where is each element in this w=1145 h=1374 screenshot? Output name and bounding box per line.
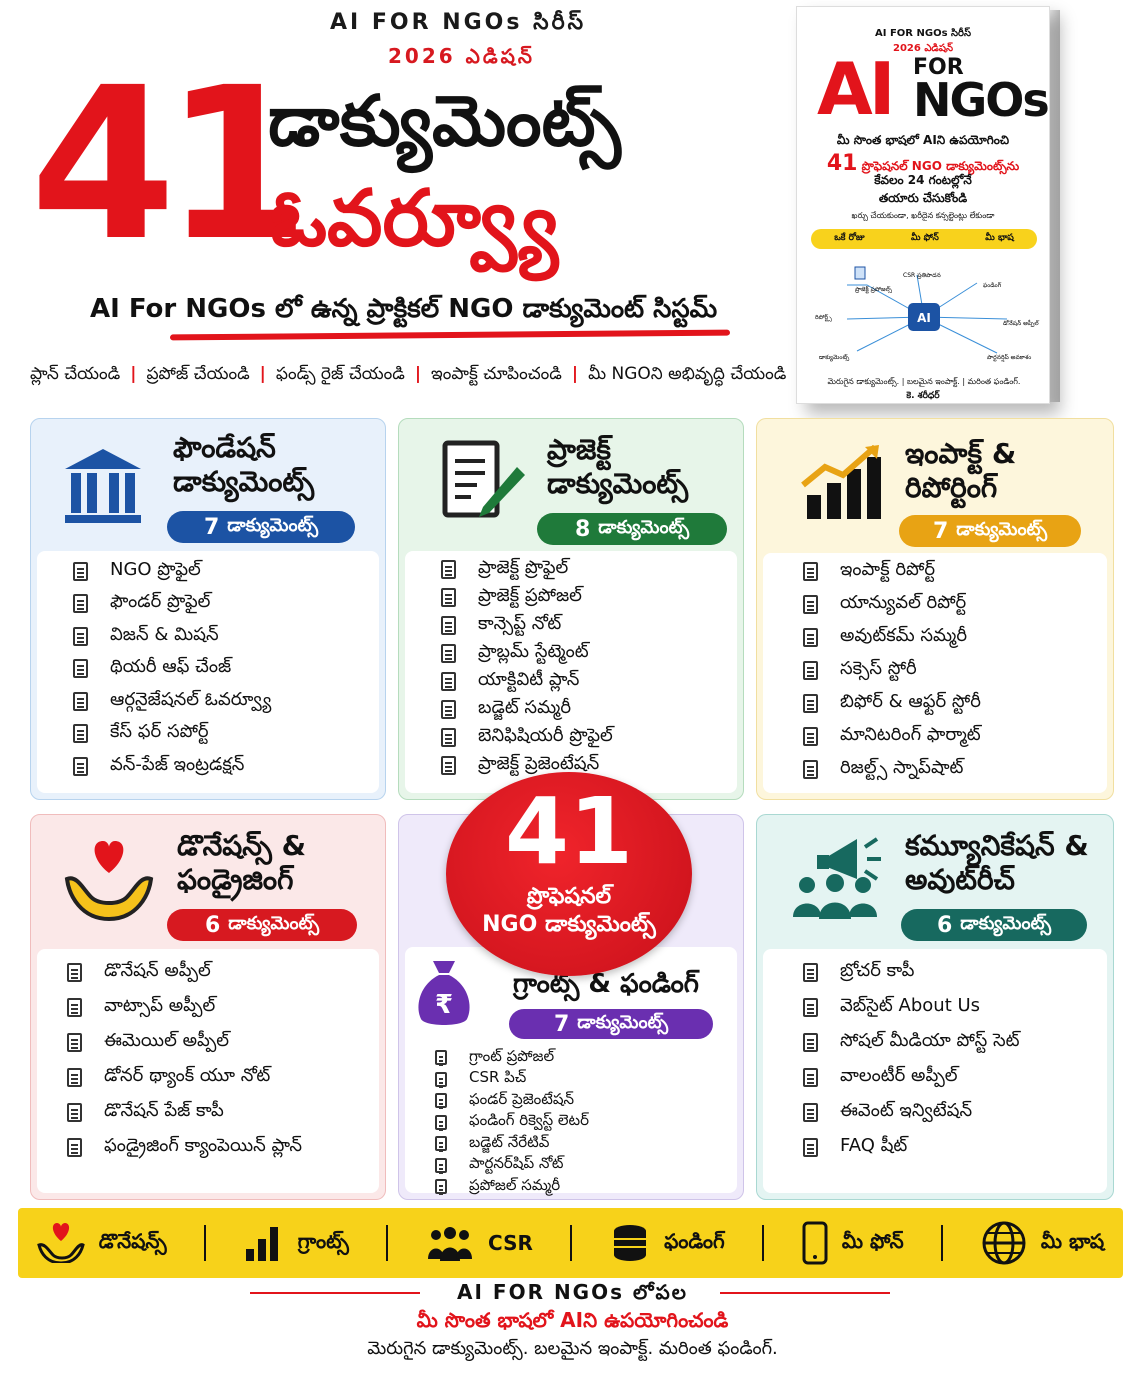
item-label: అవుట్‌కమ్ సమ్మరీ	[840, 625, 968, 646]
document-icon	[803, 595, 818, 614]
diagram-label: రిపోర్ట్స్	[815, 314, 832, 321]
list-item	[803, 621, 981, 654]
diagram-label: ప్రాజెక్ట్ ప్రపోజల్స్	[855, 286, 892, 293]
document-count: 7	[203, 514, 220, 540]
heart-hand-icon	[37, 1223, 85, 1263]
money-bag-rupee-icon	[415, 957, 473, 1031]
card-title-line: డాక్యుమెంట్స్	[547, 466, 689, 500]
doc-icon	[855, 267, 865, 279]
card-communication-outreach	[756, 814, 1114, 1200]
document-icon	[803, 694, 818, 713]
headline-line2: ఓవర్వ్యూ	[270, 174, 559, 264]
document-icon	[803, 661, 818, 680]
card-title-line: ఇంపాక్ట్ &	[905, 437, 1017, 470]
list-item	[803, 1095, 1020, 1130]
item-label: ఇంపాక్ట్ రిపోర్ట్	[840, 559, 936, 580]
band-item-donations	[37, 1223, 167, 1263]
document-icon	[441, 560, 456, 579]
band-item-grants	[244, 1225, 349, 1261]
band-separator	[204, 1225, 206, 1261]
footer-title: AI FOR NGOs లోపల	[457, 1280, 688, 1304]
document-icon	[67, 1068, 82, 1087]
document-count-label: డాక్యుమెంట్స్	[228, 912, 320, 934]
document-icon	[441, 644, 456, 663]
book-line-small: ఖర్చు చేయకుండా, ఖరీదైన కన్సల్టెంట్లు లేకుండా	[851, 211, 995, 220]
card-donations-fundraising	[30, 814, 386, 1200]
item-label: ఆర్గనైజేషనల్ ఓవర్వ్యూ	[110, 688, 272, 710]
document-list	[73, 555, 271, 783]
item-label: వాట్సాప్ అప్పీల్	[104, 995, 216, 1016]
document-icon	[435, 1136, 447, 1151]
book-pill-row	[811, 229, 1037, 249]
document-count-badge	[167, 909, 357, 941]
band-item-csr	[426, 1225, 533, 1261]
list-item	[435, 1176, 589, 1198]
tagline: ప్రపోజ్ చేయండి	[146, 364, 250, 384]
tagline-separator: |	[414, 364, 422, 384]
card-title-line: ప్రాజెక్ట్	[547, 433, 611, 466]
people-group-icon	[426, 1225, 474, 1261]
item-label: ఈవెంట్ ఇన్విటేషన్	[840, 1100, 973, 1121]
feature-band	[18, 1208, 1123, 1278]
tagline-row	[30, 364, 786, 388]
item-label: బ్రోచర్ కాపీ	[840, 960, 915, 981]
document-icon	[73, 692, 88, 711]
document-icon	[73, 724, 88, 743]
card-body	[763, 949, 1107, 1193]
list-item	[73, 718, 271, 751]
document-icon	[73, 757, 88, 776]
globe-icon	[981, 1220, 1027, 1266]
document-icon	[803, 1138, 818, 1157]
list-item	[803, 720, 981, 753]
item-label: వన్-పేజ్ ఇంట్రడక్షన్	[110, 753, 245, 775]
item-label: బడ్జెట్ నేరేటివ్	[469, 1132, 550, 1151]
document-count-label: డాక్యుమెంట్స్	[956, 518, 1048, 540]
card-title-line: ఫౌండేషన్	[173, 431, 276, 464]
document-count-badge	[537, 513, 727, 545]
book-title-ngos: NGOs	[913, 73, 1048, 127]
tagline: ఫండ్స్ రైజ్ చేయండి	[275, 364, 405, 384]
list-item	[803, 588, 981, 621]
document-icon	[435, 1179, 447, 1194]
list-item	[435, 1090, 589, 1112]
document-count-badge	[167, 511, 355, 543]
bar-chart-icon	[244, 1225, 284, 1261]
card-title-line: ఫండ్రైజింగ్	[177, 862, 294, 896]
document-icon	[803, 628, 818, 647]
document-count: 6	[936, 912, 953, 938]
series-label: AI FOR NGOs సిరీస్	[330, 10, 587, 35]
book-pill: ఒకే రోజు	[834, 233, 865, 243]
list-item	[441, 695, 613, 723]
red-underline	[170, 330, 730, 341]
card-title-line: కమ్యూనికేషన్ &	[905, 829, 1089, 862]
diagram-center-label: AI	[917, 311, 931, 325]
item-label: యాన్యువల్ రిపోర్ట్	[840, 592, 967, 613]
diagram-label: డాక్యుమెంట్స్	[819, 354, 850, 361]
tagline-separator: |	[259, 364, 266, 384]
band-separator	[941, 1225, 943, 1261]
list-item	[73, 588, 271, 621]
item-label: FAQ షీట్	[840, 1135, 908, 1156]
item-label: కాన్సెప్ట్ నోట్	[478, 612, 562, 634]
document-icon	[441, 616, 456, 635]
item-label: ఫౌండర్ ప్రొఫైల్	[110, 591, 211, 613]
card-title-line: రిపోర్టింగ్	[905, 470, 998, 504]
document-icon	[435, 1093, 447, 1108]
svg-text:₹: ₹	[434, 990, 454, 1020]
list-item	[441, 583, 613, 611]
document-count-label: డాక్యుమెంట్స్	[227, 514, 319, 536]
item-label: మానిటరింగ్ ఫార్మాట్	[840, 724, 981, 745]
card-body	[405, 947, 737, 1193]
card-body	[37, 551, 379, 793]
item-label: బిఫోర్ & ఆఫ్టర్ స్టోరీ	[840, 691, 981, 712]
band-separator	[570, 1225, 572, 1261]
card-title	[173, 431, 314, 498]
book-author: కె. శరీధర్	[906, 391, 940, 401]
document-list	[803, 955, 1020, 1165]
band-label: CSR	[488, 1231, 533, 1255]
document-icon	[803, 998, 818, 1017]
item-label: ఫండర్ ప్రెజెంటేషన్	[469, 1089, 575, 1108]
smartphone-icon	[802, 1221, 828, 1265]
list-item	[435, 1069, 589, 1091]
list-item	[441, 639, 613, 667]
book-series: AI FOR NGOs సిరీస్	[875, 28, 971, 39]
item-label: వాలంటీర్ అప్పీల్	[840, 1065, 958, 1086]
document-icon	[441, 672, 456, 691]
band-label: డొనేషన్స్	[98, 1228, 167, 1253]
card-impact-reporting	[756, 418, 1114, 800]
diagram-label: డోనేషన్ అప్పీల్	[1003, 320, 1039, 327]
list-item	[803, 555, 981, 588]
list-item	[67, 990, 302, 1025]
item-label: పార్టనర్‌షిప్ నోట్	[469, 1154, 564, 1173]
diagram-label: CSR ప్రతిపాదన	[903, 272, 941, 279]
list-item	[73, 620, 271, 653]
subline: AI For NGOs లో ఉన్న ప్రాక్టికల్ NGO డాక్యుమెంట్ సిస్టమ్	[90, 294, 718, 324]
book-line-text: ప్రొఫెషనల్ NGO డాక్యుమెంట్స్‌ను	[861, 159, 1020, 173]
document-count: 7	[932, 518, 949, 544]
tagline: ఇంపాక్ట్ చూపించండి	[431, 364, 562, 384]
document-count-badge	[509, 1009, 713, 1039]
list-item	[803, 1025, 1020, 1060]
document-icon	[73, 562, 88, 581]
document-icon	[73, 659, 88, 678]
band-separator	[386, 1225, 388, 1261]
document-count-badge	[899, 515, 1081, 547]
band-item-funding	[610, 1223, 725, 1263]
document-icon	[67, 1103, 82, 1122]
document-icon	[803, 1033, 818, 1052]
band-label: ఫండింగ్	[664, 1228, 725, 1253]
book-pill: మీ ఫోన్	[911, 233, 939, 243]
diagram-label: పార్టనర్షిప్ అవకాశం	[987, 354, 1032, 361]
document-icon	[803, 562, 818, 581]
list-item	[803, 955, 1020, 990]
item-label: ఫండింగ్ రిక్వెస్ట్ లెటర్	[469, 1111, 590, 1130]
card-title-line: డొనేషన్స్ &	[177, 829, 307, 862]
document-count-label: డాక్యుమెంట్స్	[960, 912, 1052, 934]
card-title-line: డాక్యుమెంట్స్	[173, 464, 315, 498]
item-label: ప్రాజెక్ట్ ప్రెజెంటేషన్	[478, 752, 600, 774]
book-spine	[1050, 10, 1060, 402]
list-item	[803, 1060, 1020, 1095]
document-icon	[67, 1138, 82, 1157]
item-label: డోనర్ థ్యాంక్ యూ నోట్	[104, 1065, 271, 1086]
list-item	[435, 1155, 589, 1177]
list-item	[441, 667, 613, 695]
tagline: ప్లాన్ చేయండి	[30, 364, 121, 384]
document-icon	[67, 998, 82, 1017]
card-title: గ్రాంట్స్ & ఫండింగ్	[513, 969, 699, 999]
document-icon	[73, 627, 88, 646]
list-item	[73, 555, 271, 588]
item-label: ప్రాజెక్ట్ ప్రొఫైల్	[478, 556, 569, 578]
list-item	[803, 990, 1020, 1025]
book-line: కేవలం 24 గంటల్లోనే	[874, 173, 972, 187]
card-foundation-documents	[30, 418, 386, 800]
document-icon	[803, 760, 818, 779]
item-label: కేస్ ఫర్ సపోర్ట్	[110, 721, 209, 743]
center-41-badge	[446, 772, 692, 976]
item-label: సోషల్ మీడియా పోస్ట్ సెట్	[840, 1030, 1020, 1051]
item-label: డొనేషన్ అప్పీల్	[104, 960, 211, 981]
card-title	[905, 829, 1089, 896]
document-list	[67, 955, 302, 1165]
document-count-label: డాక్యుమెంట్స్	[577, 1011, 669, 1033]
document-icon	[803, 1068, 818, 1087]
list-item	[441, 611, 613, 639]
diagram-label: ఫండింగ్	[983, 282, 1002, 289]
document-icon	[67, 963, 82, 982]
big-number: 41	[30, 42, 299, 287]
book-edition: 2026 ఎడిషన్	[893, 43, 953, 54]
list-item	[73, 653, 271, 686]
footer-red-line: మీ సొంత భాషలో AIని ఉపయోగించండి	[416, 1308, 729, 1332]
book-footer: మెరుగైన డాక్యుమెంట్స్. | బలమైన ఇంపాక్ట్. | మరింత ఫండింగ్.	[827, 377, 1021, 386]
document-icon	[803, 963, 818, 982]
list-item	[435, 1112, 589, 1134]
bank-building-icon	[61, 445, 145, 529]
book-line: తయారు చేసుకోండి	[878, 191, 968, 205]
book-title-ai: AI	[817, 47, 892, 131]
headline-line1: డాక్యుమెంట్స్	[268, 80, 621, 162]
item-label: విజన్ & మిషన్	[110, 623, 219, 645]
card-title	[905, 437, 1016, 504]
document-icon	[67, 1033, 82, 1052]
item-label: రిజల్ట్స్ స్నాప్‌షాట్	[840, 757, 964, 778]
list-item	[441, 723, 613, 751]
list-item	[435, 1047, 589, 1069]
document-list	[441, 555, 613, 779]
band-label: మీ భాష	[1040, 1228, 1105, 1253]
list-item	[803, 654, 981, 687]
document-icon	[435, 1158, 447, 1173]
document-count: 7	[553, 1011, 570, 1037]
list-item	[67, 955, 302, 990]
card-project-documents	[398, 418, 744, 800]
tagline-separator: |	[130, 364, 137, 384]
center-line1: ప్రొఫెషనల్	[526, 884, 612, 909]
item-label: ప్రాబ్లమ్ స్టేట్మెంట్	[478, 640, 589, 662]
center-number: 41	[504, 778, 634, 885]
coin-stack-icon	[610, 1223, 650, 1263]
document-icon	[441, 756, 456, 775]
book-count: 41	[826, 151, 858, 176]
item-label: ప్రపోజల్ సమ్మరీ	[469, 1175, 561, 1194]
card-title	[177, 829, 306, 896]
list-item	[67, 1060, 302, 1095]
list-item	[73, 685, 271, 718]
item-label: థియరీ ఆఫ్ చేంజ్	[110, 656, 232, 678]
band-label: గ్రాంట్స్	[297, 1228, 349, 1253]
edition-label: 2026 ఎడిషన్	[388, 44, 535, 68]
item-label: వెబ్‌సైట్ About Us	[840, 995, 981, 1016]
card-title	[547, 433, 688, 500]
document-icon	[435, 1050, 447, 1065]
list-item	[803, 753, 981, 786]
list-item	[73, 750, 271, 783]
center-line2: NGO డాక్యుమెంట్స్	[482, 912, 656, 937]
item-label: యాక్టివిటీ ప్లాన్	[478, 668, 580, 690]
list-item	[67, 1095, 302, 1130]
item-label: ప్రాజెక్ట్ ప్రపోజల్	[478, 584, 582, 606]
item-label: డొనేషన్ పేజ్ కాపీ	[104, 1100, 224, 1121]
item-label: సక్సెస్ స్టోరీ	[840, 658, 917, 679]
card-title-line: అవుట్‌రీచ్	[905, 862, 1015, 896]
list-item	[803, 1130, 1020, 1165]
item-label: బెనిఫిషియరీ ప్రొఫైల్	[478, 724, 613, 746]
document-icon	[441, 728, 456, 747]
document-icon	[441, 588, 456, 607]
tagline-separator: |	[571, 364, 579, 384]
list-item	[803, 687, 981, 720]
ai-network-diagram	[807, 255, 1041, 373]
band-label: మీ ఫోన్	[841, 1228, 904, 1253]
tagline: మీ NGOని అభివృద్ధి చేయండి	[588, 364, 787, 384]
item-label: ఫండ్రైజింగ్ క్యాంపెయిన్ ప్లాన్	[104, 1135, 303, 1156]
list-item	[441, 555, 613, 583]
card-body	[37, 949, 379, 1193]
item-label: CSR పిచ్	[469, 1068, 527, 1087]
band-item-language	[981, 1220, 1104, 1266]
book-pill: మీ భాష	[985, 233, 1014, 243]
list-item	[435, 1133, 589, 1155]
document-count-badge	[901, 909, 1087, 941]
document-list	[435, 1047, 589, 1198]
document-icon	[803, 1103, 818, 1122]
footer-tagline: మెరుగైన డాక్యుమెంట్స్. బలమైన ఇంపాక్ట్. మరింత ఫండింగ్.	[367, 1338, 778, 1359]
item-label: ఈమెయిల్ అప్పీల్	[104, 1030, 230, 1051]
list-item	[67, 1025, 302, 1060]
list-item	[67, 1130, 302, 1165]
document-count: 6	[204, 912, 221, 938]
card-body	[405, 551, 737, 793]
book-cover	[796, 6, 1050, 404]
document-icon	[435, 1115, 447, 1130]
band-separator	[762, 1225, 764, 1261]
bar-chart-growth-icon	[799, 445, 885, 523]
heart-hand-icon	[61, 835, 157, 925]
item-label: బడ్జెట్ సమ్మరీ	[478, 696, 572, 718]
document-icon	[73, 594, 88, 613]
document-list	[803, 555, 981, 786]
document-icon	[803, 727, 818, 746]
document-count: 8	[574, 516, 591, 542]
band-item-phone	[802, 1221, 904, 1265]
document-icon	[435, 1072, 447, 1087]
item-label: గ్రాంట్ ప్రపోజల్	[469, 1046, 555, 1065]
document-pen-icon	[439, 437, 527, 525]
item-label: NGO ప్రొఫైల్	[110, 558, 201, 580]
megaphone-people-icon	[787, 827, 891, 923]
book-title-for: FOR	[913, 55, 964, 80]
document-icon	[441, 700, 456, 719]
card-body	[763, 553, 1107, 793]
book-line: మీ సొంత భాషలో AIని ఉపయోగించి	[836, 133, 1010, 147]
document-count-label: డాక్యుమెంట్స్	[598, 516, 690, 538]
